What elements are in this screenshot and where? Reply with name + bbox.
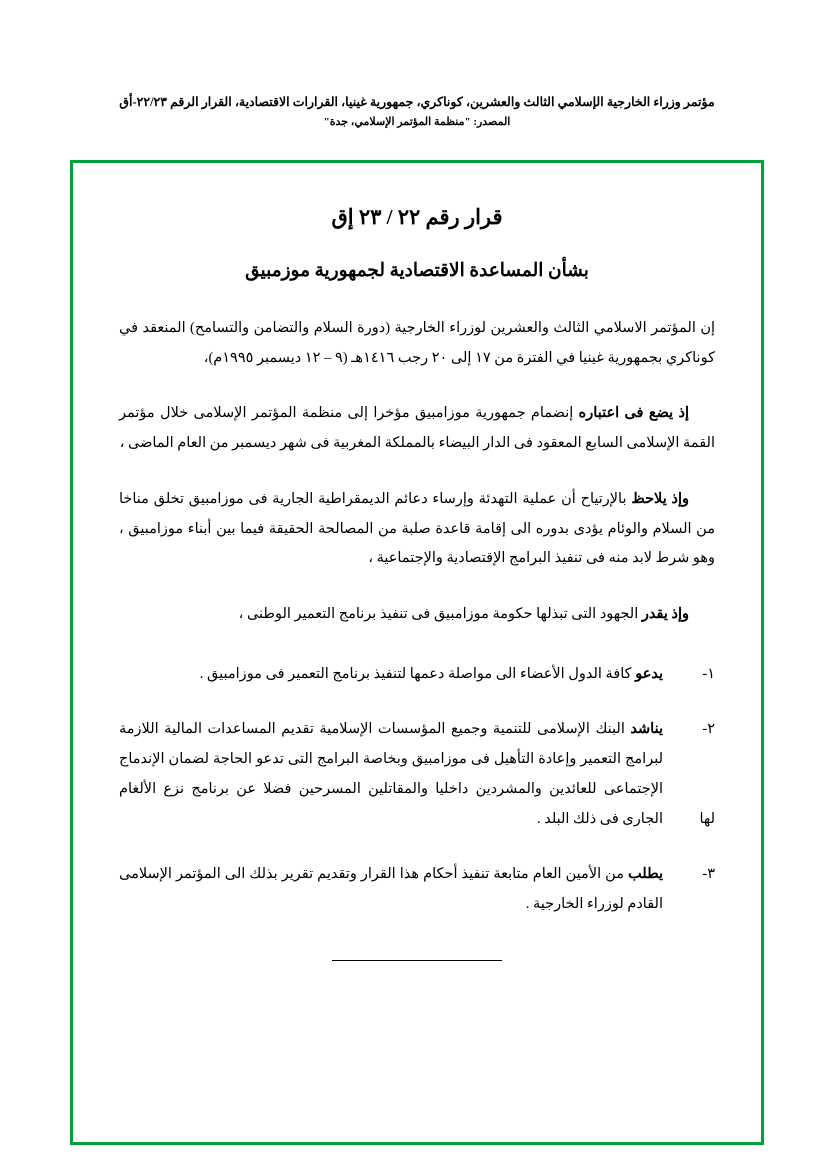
- clause-number-3: ٣-: [702, 866, 715, 883]
- resolution-title: بشأن المساعدة الاقتصادية لجمهورية موزمبيق: [245, 261, 589, 281]
- document-frame: [70, 160, 764, 1145]
- clause-body-2: [119, 715, 663, 834]
- operative-clause: [119, 860, 715, 919]
- clause-number-label-2: ٢-: [702, 721, 715, 738]
- document-body: [73, 163, 761, 981]
- clause-text-1: كافة الدول الأعضاء الى مواصلة دعمها لتنفيذ برنامج التعمير فى موزامبيق .: [199, 665, 632, 682]
- preambular-lead-1: إذ يضع فى اعتباره: [578, 405, 690, 422]
- preambular-text-3: الجهود التى تبذلها حكومة موزامبيق فى تنفيذ برنامج التعمير الوطنى ،: [238, 606, 639, 623]
- preambular-paragraph-2: [119, 485, 715, 574]
- clause-lead-2: يناشد: [630, 721, 663, 738]
- operative-clause: [119, 660, 715, 690]
- preambular-lead-2: وإذ يلاحظ: [631, 490, 690, 507]
- end-of-document-rule: [332, 960, 502, 961]
- clause-number-1: ١-: [702, 665, 715, 682]
- clause-text-3: من الأمين العام متابعة تنفيذ أحكام هذا القرار وتقديم تقرير بذلك الى المؤتمر الإسلامى القادم لوزراء الخارجية .: [119, 866, 663, 913]
- preambular-text-2: بالإرتياح أن عملية التهدئة وإرساء دعائم الديمقراطية الجارية فى موزامبيق تخلق مناخا من السلام والوئام يؤدى بدوره الى إقامة قاعدة صلبة من المصالحة الحقيقة فيما بين أبناء موزامبيق ، وهو شرط لابد منه فى تنفيذ البرامج الإقتصادية والإجتماعية ،: [119, 490, 715, 567]
- clause-margin-note-2: لها: [699, 810, 715, 827]
- header-line-2: المصدر: "منظمة المؤتمر الإسلامي، جدة": [323, 115, 511, 128]
- clause-body-3: [119, 860, 663, 919]
- preambular-lead-3: وإذ يقدر: [641, 606, 689, 623]
- clause-lead-1: يدعو: [635, 665, 663, 682]
- clause-text-2: البنك الإسلامى للتنمية وجميع المؤسسات الإسلامية تقديم المساعدات المالية اللازمة لبرامج التعمير وإعادة التأهيل فى موزامبيق وبخاصة البرامج التى تدعو الحاجة لضمان الإندماج الإجتماعى للعائدين والمشردين داخليا والمقاتلين المسرحين فضلا عن برنامج نزع الألغام الجارى فى ذلك البلد .: [119, 721, 663, 827]
- operative-clause-list: [119, 660, 715, 920]
- preamble-paragraph: إن المؤتمر الاسلامي الثالث والعشرين لوزراء الخارجية (دورة السلام والتضامن والتسامح) المنعقد في كوناكري بجمهورية غينيا في الفترة من ١٧ إلى ٢٠ رجب ١٤١٦هـ (٩ – ١٢ ديسمبر ١٩٩٥م)،: [119, 320, 715, 366]
- clause-body-1: [119, 660, 663, 690]
- document-header: [0, 92, 834, 131]
- clause-lead-3: يطلب: [628, 866, 664, 883]
- preambular-paragraph-3: [119, 600, 715, 630]
- header-line-1: مؤتمر وزراء الخارجية الإسلامي الثالث والعشرين، كوناكري، جمهورية غينيا، القرارات الاقتصادية، القرار الرقم ٢٢/٢٣-أق: [119, 95, 715, 109]
- operative-clause: [119, 715, 715, 834]
- resolution-number: قرار رقم ٢٢ / ٢٣ إق: [331, 205, 503, 229]
- preambular-text-1: إنضمام جمهورية موزامبيق مؤخرا إلى منظمة المؤتمر الإسلامى خلال مؤتمر القمة الإسلامى السابع المعقود فى الدار البيضاء بالمملكة المغربية فى شهر ديسمبر من العام الماضى ،: [119, 405, 715, 452]
- clause-number-2: [663, 715, 715, 834]
- preambular-paragraph-1: [119, 399, 715, 458]
